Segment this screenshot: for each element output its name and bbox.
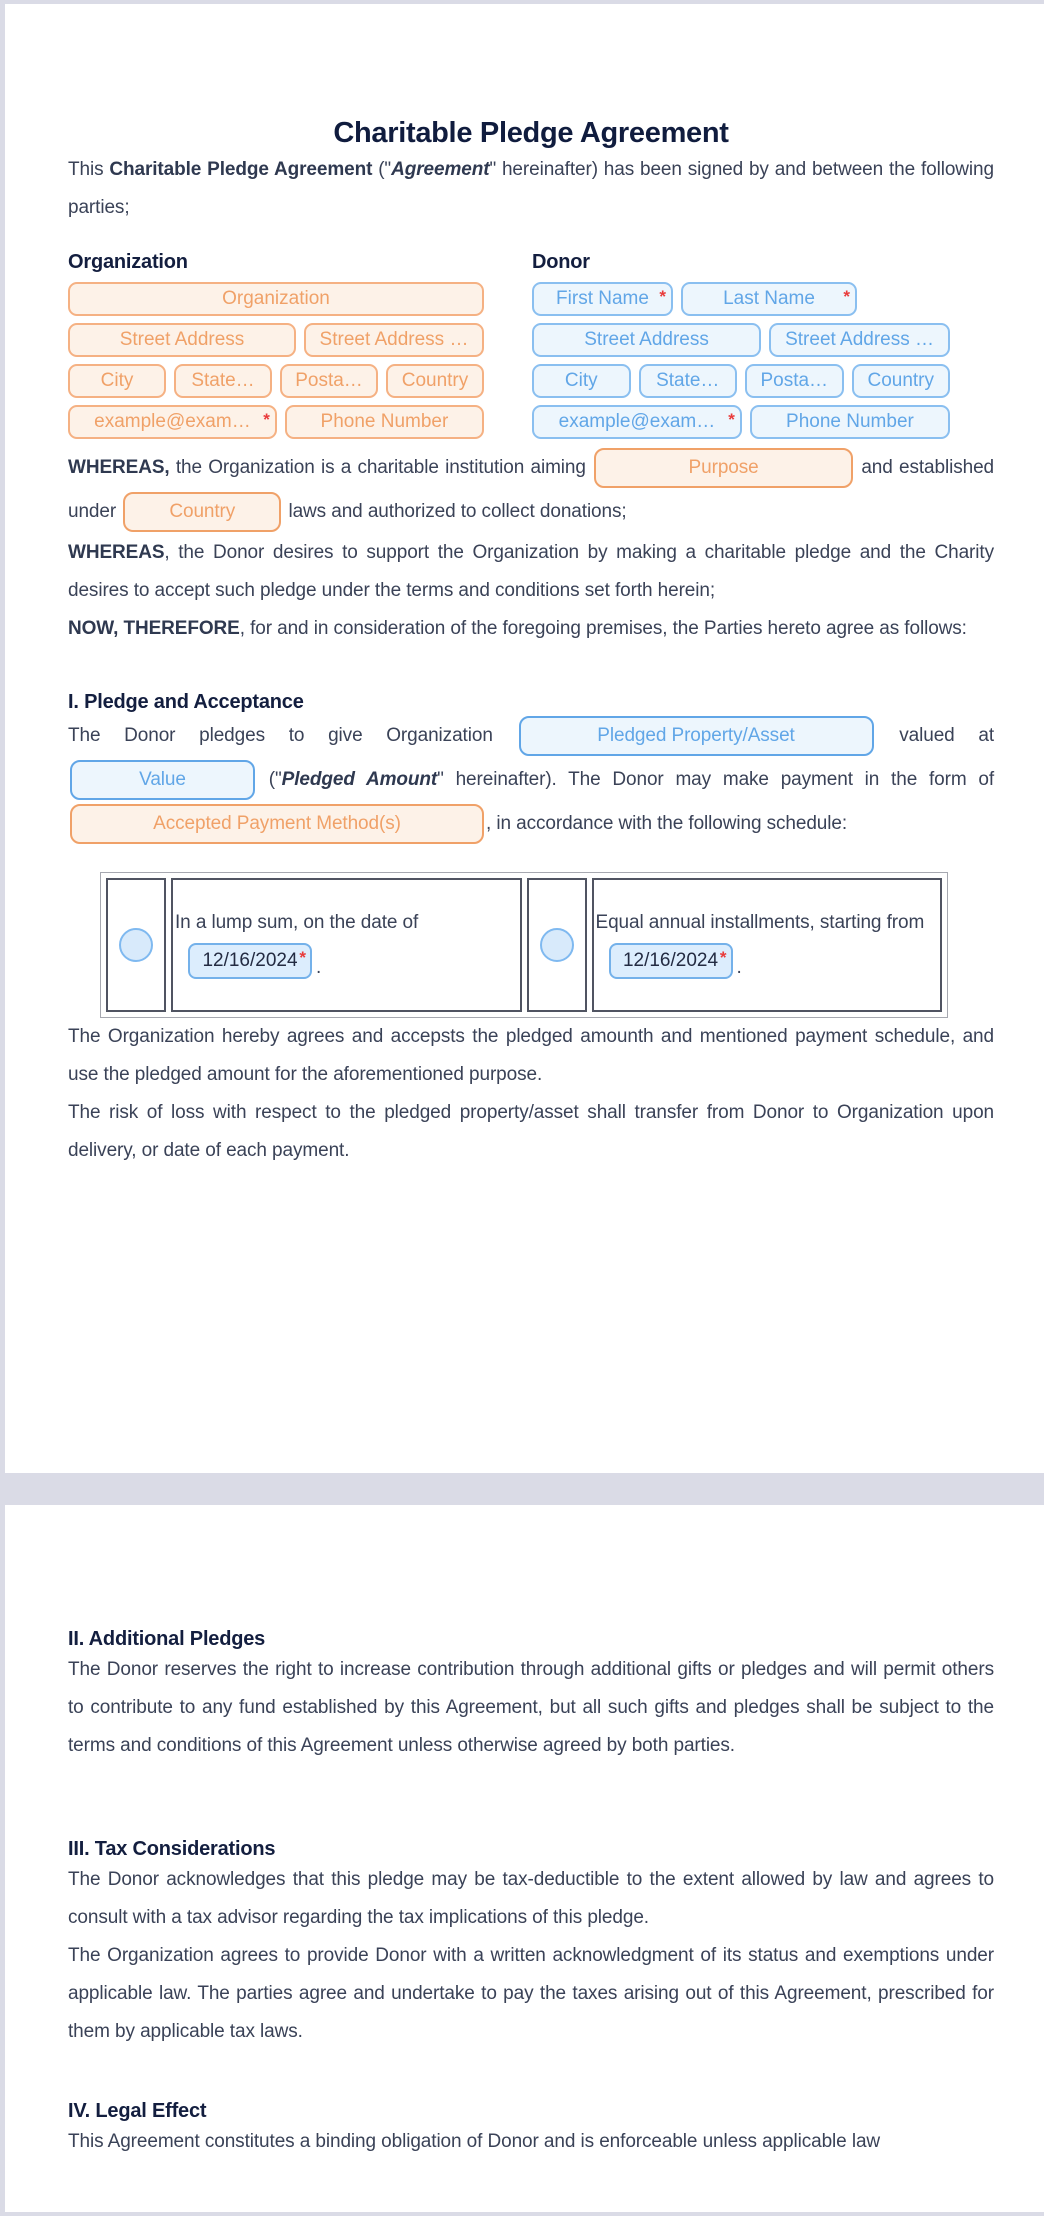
text-segment-bold-italic: Agreement xyxy=(391,159,490,180)
installments-date-row xyxy=(609,943,941,979)
payment-schedule-table xyxy=(100,872,948,1018)
lump-sum-date-field[interactable]: 12/16/2024 * xyxy=(188,943,312,979)
donor-street2-field[interactable]: Street Address … xyxy=(769,323,950,357)
required-asterisk: * xyxy=(719,948,727,967)
donor-block xyxy=(532,251,950,446)
donor-row-1 xyxy=(532,282,950,316)
organization-country-field[interactable]: Country xyxy=(386,364,484,398)
required-asterisk: * xyxy=(659,287,666,306)
section-2-heading: II. Additional Pledges xyxy=(68,1628,266,1650)
donor-postal-field[interactable]: Posta… xyxy=(745,364,844,398)
text-segment: laws and authorized to collect donations; xyxy=(283,501,627,523)
donor-row-4 xyxy=(532,405,950,439)
lump-sum-radio-cell xyxy=(106,878,166,1012)
lump-sum-date-row xyxy=(188,943,520,979)
installments-radio-cell xyxy=(527,878,587,1012)
text-segment: , for and in consideration of the foregoing premises, the Parties hereto agree as follows: xyxy=(239,618,967,639)
text-segment-bold: WHEREAS xyxy=(68,542,165,563)
organization-row-1 xyxy=(68,282,484,316)
now-therefore-paragraph xyxy=(68,610,994,648)
section-3-heading: III. Tax Considerations xyxy=(68,1838,276,1860)
text-segment: , the Donor desires to support the Organization by making a charitable pledge and the Charity desires to accept such pledge under the terms and conditions set forth herein; xyxy=(68,542,994,601)
risk-of-loss-paragraph: The risk of loss with respect to the pledged property/asset shall transfer from Donor to Organization upon delivery, or date of each payment. xyxy=(68,1102,994,1161)
donor-street-field[interactable]: Street Address xyxy=(532,323,761,357)
organization-row-2 xyxy=(68,323,484,357)
document-viewer xyxy=(0,4,1044,2216)
tax-acknowledgment-paragraph: The Organization agrees to provide Donor with a written acknowledgment of its status and exemptions under applicable law. The parties agree and undertake to pay the taxes arising out of this Agreement, prescribed for them by applicable tax laws. xyxy=(68,1945,994,2042)
required-asterisk: * xyxy=(299,948,306,967)
pledged-value-field[interactable]: Value xyxy=(70,760,255,800)
installments-label: Equal annual installments, starting from xyxy=(595,912,925,933)
organization-street-field[interactable]: Street Address xyxy=(68,323,296,357)
text-segment: (" xyxy=(372,159,392,180)
installments-date-field[interactable]: 12/16/2024 * xyxy=(609,943,733,979)
intro-paragraph xyxy=(68,151,994,227)
established-country-field[interactable]: Country xyxy=(123,492,281,532)
text-segment: (" xyxy=(257,769,282,791)
donor-email-field[interactable]: example@exam… * xyxy=(532,405,742,439)
donor-state-field[interactable]: State… xyxy=(639,364,738,398)
payment-method-field[interactable]: Accepted Payment Method(s) xyxy=(70,804,484,844)
page-2 xyxy=(5,1505,1044,2212)
pledge-paragraph xyxy=(68,714,994,846)
text-segment-bold: Charitable Pledge Agreement xyxy=(109,159,373,180)
organization-email-field[interactable]: example@exam… * xyxy=(68,405,277,439)
page-1 xyxy=(5,4,1044,1473)
text-segment: the Organization is a charitable institution aiming xyxy=(169,457,593,479)
organization-state-field[interactable]: State… xyxy=(174,364,272,398)
installments-radio[interactable] xyxy=(540,928,574,962)
donor-country-field[interactable]: Country xyxy=(852,364,951,398)
organization-street2-field[interactable]: Street Address … xyxy=(304,323,484,357)
tax-deductible-paragraph: The Donor acknowledges that this pledge may be tax-deductible to the extent allowed by law and agrees to consult with a tax advisor regarding the tax implications of this pledge. xyxy=(68,1869,994,1928)
required-asterisk: * xyxy=(728,410,735,429)
text-segment-bold: WHEREAS, xyxy=(68,457,170,479)
required-asterisk: * xyxy=(263,410,270,429)
parties-section xyxy=(68,251,994,446)
text-segment: " hereinafter). The Donor may make payment in the form of xyxy=(437,769,994,791)
purpose-field[interactable]: Purpose xyxy=(594,448,853,488)
organization-block xyxy=(68,251,484,446)
whereas-organization-paragraph xyxy=(68,446,994,534)
organization-row-3 xyxy=(68,364,484,398)
donor-row-2 xyxy=(532,323,950,357)
donor-first-name-field[interactable]: First Name * xyxy=(532,282,673,316)
acceptance-paragraph: The Organization hereby agrees and accepsts the pledged amounth and mentioned payment schedule, and use the pledged amount for the aforementioned purpose. xyxy=(68,1026,994,1085)
donor-label: Donor xyxy=(532,251,590,273)
lump-sum-option-cell xyxy=(171,878,522,1012)
text-segment: valued at xyxy=(875,725,994,747)
text-segment: . xyxy=(316,957,322,978)
organization-phone-field[interactable]: Phone Number xyxy=(285,405,484,439)
document-title: Charitable Pledge Agreement xyxy=(333,117,729,149)
additional-pledges-paragraph: The Donor reserves the right to increase contribution through additional gifts or pledges and will permit others to contribute to any fund established by this Agreement, but all such gifts and pledges shall be subject to the terms and conditions of this Agreement unless otherwise agreed by both parties. xyxy=(68,1659,994,1756)
donor-last-name-field[interactable]: Last Name * xyxy=(681,282,857,316)
text-segment: . xyxy=(736,957,742,978)
organization-city-field[interactable]: City xyxy=(68,364,166,398)
text-segment: , in accordance with the following schedule: xyxy=(486,813,848,835)
text-segment-bold: NOW, THEREFORE xyxy=(68,618,240,639)
organization-row-4 xyxy=(68,405,484,439)
pledged-property-field[interactable]: Pledged Property/Asset xyxy=(519,716,874,756)
organization-name-field[interactable]: Organization xyxy=(68,282,484,316)
organization-postal-field[interactable]: Posta… xyxy=(280,364,378,398)
whereas-donor-paragraph xyxy=(68,534,994,610)
donor-city-field[interactable]: City xyxy=(532,364,631,398)
text-segment: and established under xyxy=(68,457,994,523)
section-4-heading: IV. Legal Effect xyxy=(68,2100,207,2122)
lump-sum-radio[interactable] xyxy=(119,928,153,962)
donor-phone-field[interactable]: Phone Number xyxy=(750,405,950,439)
organization-label: Organization xyxy=(68,251,188,273)
section-1-heading: I. Pledge and Acceptance xyxy=(68,691,304,713)
text-segment: " hereinafter) has been signed by and between the following parties; xyxy=(68,159,994,218)
legal-effect-paragraph: This Agreement constitutes a binding obligation of Donor and is enforceable unless applicable law xyxy=(68,2131,881,2152)
page-break-band xyxy=(0,1473,1044,1505)
donor-row-3 xyxy=(532,364,950,398)
text-segment: This xyxy=(68,159,110,180)
text-segment: The Donor pledges to give Organization xyxy=(68,725,517,747)
required-asterisk: * xyxy=(843,287,850,306)
text-segment-bold-italic: Pledged Amount xyxy=(281,769,438,791)
installments-option-cell xyxy=(592,878,943,1012)
lump-sum-label: In a lump sum, on the date of xyxy=(175,912,419,933)
